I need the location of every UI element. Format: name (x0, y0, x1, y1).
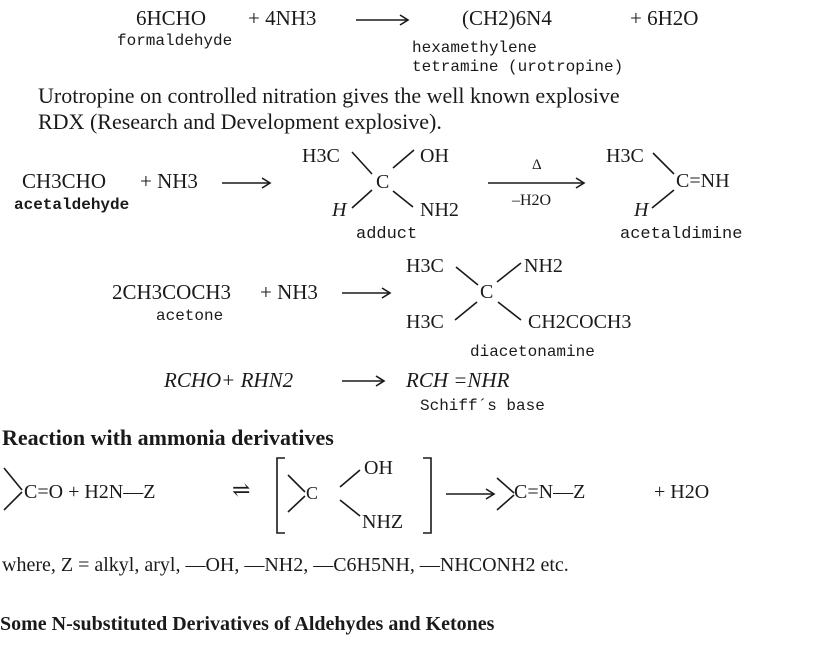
paragraph-line-2: RDX (Research and Development explosive). (38, 109, 442, 134)
substituent-definition: where, Z = alkyl, aryl, —OH, —NH2, —C6H5NH, —NHCONH2 etc. (2, 554, 569, 576)
imine-hydrogen: H (634, 199, 649, 221)
acetone-formula: 2CH3COCH3 (112, 280, 232, 304)
ammonia-reagent: + NH3 (260, 280, 318, 304)
water-product: + 6H2O (630, 6, 699, 30)
schiff-product: RCH =NHR (406, 368, 510, 392)
water-elimination: –H2O (512, 192, 552, 209)
heat-symbol: Δ (532, 157, 542, 173)
acetaldehyde-formula: CH3CHO (22, 169, 107, 193)
imine-methyl: H3C (606, 145, 644, 167)
section-heading: Reaction with ammonia derivatives (2, 425, 334, 450)
intermediate-hydroxyl: OH (364, 457, 393, 479)
intermediate-nhz: NHZ (362, 511, 404, 533)
imine-group: C=NH (676, 170, 730, 192)
diacetonamine-methyl-top: H3C (406, 255, 444, 277)
schiff-reactants: RCHO+ RHN2 (164, 368, 294, 392)
acetaldehyde-label: acetaldehyde (14, 196, 130, 214)
adduct-label: adduct (356, 225, 418, 244)
imine-product: C=N—Z (514, 481, 586, 503)
product-label-line2: tetramine (urotropine) (412, 58, 624, 76)
adduct-hydroxyl: OH (420, 145, 449, 167)
intermediate-carbon: C (306, 483, 319, 503)
product-label-line1: hexamethylene (412, 39, 537, 57)
diacetonamine-methyl-bottom: H3C (406, 311, 444, 333)
ammonia-reagent: + 4NH3 (248, 6, 317, 30)
schiff-label: Schiff´s base (420, 397, 545, 415)
adduct-methyl: H3C (302, 145, 340, 167)
diacetonamine-carbon: C (480, 281, 494, 303)
diacetonamine-label: diacetonamine (470, 343, 595, 361)
paragraph-line-1: Urotropine on controlled nitration gives the well known explosive (38, 83, 620, 108)
acetone-label: acetone (156, 307, 224, 325)
water-product: + H2O (654, 481, 710, 503)
acetaldimine-label: acetaldimine (620, 225, 743, 244)
diacetonamine-amino: NH2 (524, 255, 563, 277)
equilibrium-arrow: ⇌ (232, 477, 251, 502)
diacetonamine-sidechain: CH2COCH3 (528, 311, 632, 333)
formaldehyde-label: formaldehyde (117, 32, 233, 50)
formaldehyde-formula: 6HCHO (136, 6, 207, 30)
adduct-carbon: C (376, 171, 390, 193)
carbonyl-and-reagent: C=O + H2N—Z (24, 481, 156, 503)
ammonia-reagent: + NH3 (140, 169, 198, 193)
adduct-hydrogen: H (332, 199, 347, 221)
adduct-amino: NH2 (420, 199, 459, 221)
urotropine-formula: (CH2)6N4 (462, 6, 552, 30)
figure-caption: Some N-substituted Derivatives of Aldehydes and Ketones (0, 613, 495, 635)
